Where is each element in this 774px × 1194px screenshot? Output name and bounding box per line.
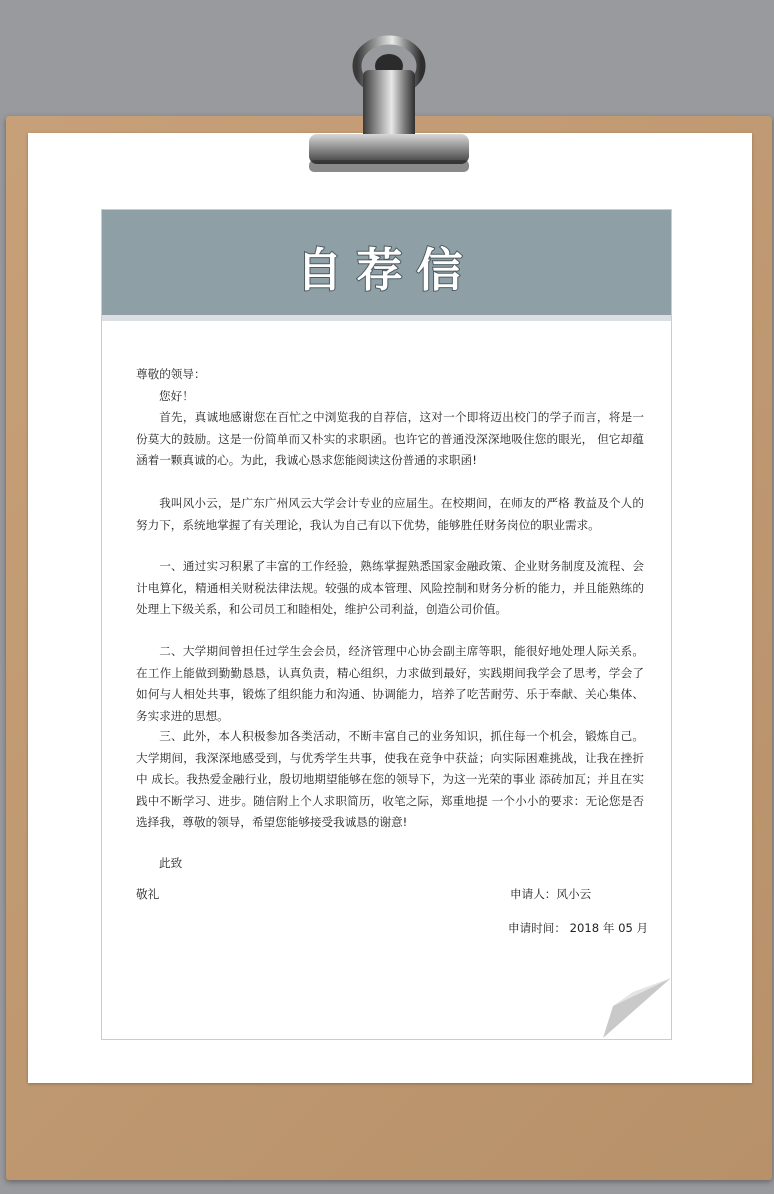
paragraph-activities: 三、此外，本人积极参加各类活动，不断丰富自己的业务知识，抓住每一个机会，锻炼自己。大学期间，我深深地感受到，与优秀学生共事，使我在竞争中获益；向实际困难挑战，让我在挫折中 成长。我热爱金融行业，殷切地期望能够在您的领导下，为这一光荣的事业 添砖加瓦；并且在实践中不断学习、进步。随信附上个人求职简历，收笔之际，郑重地提 一个小小的要求：无论您是否选择我，尊敬的领导，希望您能够接受我诚恳的谢意! — [136, 729, 644, 829]
binder-clip-icon — [303, 26, 473, 176]
paragraph-intro: 首先，真诚地感谢您在百忙之中浏览我的自荐信，这对一个即将迈出校门的学子而言，将是一份莫大的鼓励。这是一份简单而又朴实的求职函。也许它的普通没深深地吸住您的眼光， 但它却蕴涵着一颗真诚的心。为此，我诚心恳求您能阅读这份普通的求职函! — [136, 410, 644, 467]
title-banner — [102, 210, 671, 315]
page-title: 自荐信 — [296, 243, 477, 297]
letter-frame — [101, 209, 672, 1040]
application-date: 申请时间： 2018 年 05 月 — [508, 921, 649, 935]
salutation: 尊敬的领导： — [136, 367, 206, 381]
page-curl-icon — [603, 978, 671, 1038]
applicant-name: 申请人：风小云 — [510, 887, 592, 901]
banner-divider — [102, 315, 671, 321]
paragraph-university: 二、大学期间曾担任过学生会会员，经济管理中心协会副主席等职，能很好地处理人际关系。在工作上能做到勤勤恳恳，认真负责，精心组织，力求做到最好，实践期间我学会了思考，学会了如何与人相处共事，锻炼了组织能力和沟通、协调能力，培养了吃苦耐劳、乐于奉献、关心集体、务实求进的思想。 — [136, 644, 644, 723]
paragraph-experience: 一、通过实习积累了丰富的工作经验，熟练掌握熟悉国家金融政策、企业财务制度及流程、会计电算化，精通相关财税法律法规。较强的成本管理、风险控制和财务分析的能力，并且能熟练的处理上下级关系，和公司员工和睦相处，维护公司利益，创造公司价值。 — [136, 559, 644, 616]
closing: 此致 — [159, 856, 183, 870]
paragraph-self-introduction: 我叫风小云，是广东广州风云大学会计专业的应届生。在校期间，在师友的严格 教益及个人的努力下，系统地掌握了有关理论，我认为自己有以下优势，能够胜任财务岗位的职业需求。 — [136, 496, 644, 532]
salute: 敬礼 — [136, 887, 160, 901]
greeting: 您好！ — [159, 389, 194, 403]
